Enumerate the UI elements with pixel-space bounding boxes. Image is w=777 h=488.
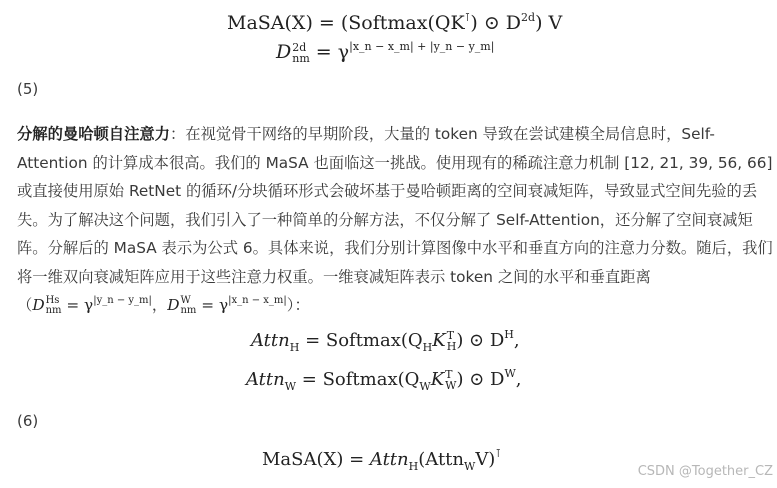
formula-separator: ， <box>151 296 168 314</box>
attnH-eq: = Softmax(Q <box>299 330 423 351</box>
eq5-transpose: ⊺ <box>464 11 471 24</box>
eq5-d-exp: 2d <box>521 11 536 24</box>
eq6-attnW <box>246 369 522 391</box>
attnW-sub: W <box>284 380 297 393</box>
eq5-line2-sup: 2d <box>292 41 307 54</box>
attnH-k-sub: H <box>446 340 457 353</box>
dw-supsub <box>180 296 196 316</box>
dh-sub: nm <box>45 305 62 316</box>
eq5-rhs-mid: ) ⊙ D <box>470 12 522 34</box>
attnH-lhs: Attn <box>251 330 290 351</box>
dw-sub: nm <box>180 305 197 316</box>
dw-exp: |x_n − x_m| <box>228 295 287 306</box>
eq5-line2-sub: nm <box>292 52 310 65</box>
body-paragraph <box>17 120 773 320</box>
attnW-k: K <box>430 369 445 390</box>
attnH-post: ) ⊙ D <box>456 330 505 351</box>
dw-eq: = γ <box>196 296 229 314</box>
dw-sup: W <box>180 295 191 306</box>
attnH-k: K <box>432 330 446 351</box>
eq6-number: (6) <box>17 412 39 430</box>
dh-supsub <box>46 296 62 316</box>
dw-formula <box>167 296 287 314</box>
eq5-rhs-post: ) V <box>535 12 563 34</box>
attnH-k-sup: T <box>446 329 455 342</box>
attnW-eq: = Softmax(Q <box>296 369 420 390</box>
dh-sup: Hs <box>45 295 60 306</box>
eq5-line1 <box>227 12 562 34</box>
attnW-k-sub: W <box>445 379 457 392</box>
attnW-k-sup: T <box>445 368 453 381</box>
eq6-attnH <box>251 330 520 352</box>
dh-eq: = γ <box>61 296 94 314</box>
paragraph-text-2: ）： <box>286 296 310 314</box>
attnW-k-supsub <box>445 369 456 391</box>
paragraph-title: 分解的曼哈顿自注意力 <box>17 125 170 143</box>
eq5-line2-supsub <box>292 42 310 64</box>
final-transpose: ⊺ <box>495 447 502 460</box>
csdn-watermark: CSDN @Together_CZ <box>637 464 773 479</box>
final-b-sub: W <box>464 460 476 473</box>
final-b: (Attn <box>418 449 464 470</box>
eq5-line2-d: D <box>276 41 292 63</box>
attnW-lhs: Attn <box>246 369 285 390</box>
eq5-line2-eq: = γ <box>309 41 350 63</box>
paragraph-text-1: 在视觉骨干网络的早期阶段，大量的 token 导致在尝试建模全局信息时，Self-Attention 的计算成本很高。我们的 MaSA 也面临这一挑战。使用现有的稀疏注意力机制 [12, 21, 39, 56, 66] 或直接使用原始 RetNet 的循环/分块循环形式会破坏基于曼哈顿距离的空间衰减矩阵，导致显式空间先验的丢失。为了解决这个问题，我们引入了一种简单的分解方法，不仅分解了 Self-Attention，还分解了空间衰减矩阵。分解后的 MaSA 表示为公式 6。具体来说，我们分别计算图像中水平和垂直方向的注意力分数。随后，我们将一维双向衰减矩阵应用于这些注意力权重。一维衰减矩阵表示 token 之间的水平和垂直距离（ <box>17 125 773 314</box>
dh-formula <box>32 296 152 314</box>
attnH-d-sup: H <box>504 328 514 341</box>
final-c: V) <box>475 449 496 470</box>
attnH-sub: H <box>289 341 300 354</box>
attnW-q-sub: W <box>419 380 431 393</box>
eq5-line2-exp: |x_n − x_m| + |y_n − y_m| <box>349 40 495 53</box>
attnW-end: , <box>515 369 522 390</box>
dh-d: D <box>32 296 45 314</box>
final-a: Attn <box>369 449 409 470</box>
attnH-end: , <box>513 330 520 351</box>
eq6-final <box>262 447 502 473</box>
final-a-sub: H <box>408 460 419 473</box>
attnH-q-sub: H <box>422 341 433 354</box>
paragraph-colon: ： <box>169 125 186 143</box>
attnH-k-supsub <box>447 330 457 352</box>
attnW-post: ) ⊙ D <box>456 369 505 390</box>
eq5-number: (5) <box>17 80 39 98</box>
dh-exp: |y_n − y_m| <box>93 295 152 306</box>
eq5-line2 <box>276 41 494 64</box>
eq5-lhs: MaSA(X) = <box>227 12 341 34</box>
final-lhs: MaSA(X) = <box>262 449 370 470</box>
eq5-rhs-pre: (Softmax(QK <box>340 12 465 34</box>
attnW-d-sup: W <box>504 367 516 380</box>
dw-d: D <box>167 296 180 314</box>
